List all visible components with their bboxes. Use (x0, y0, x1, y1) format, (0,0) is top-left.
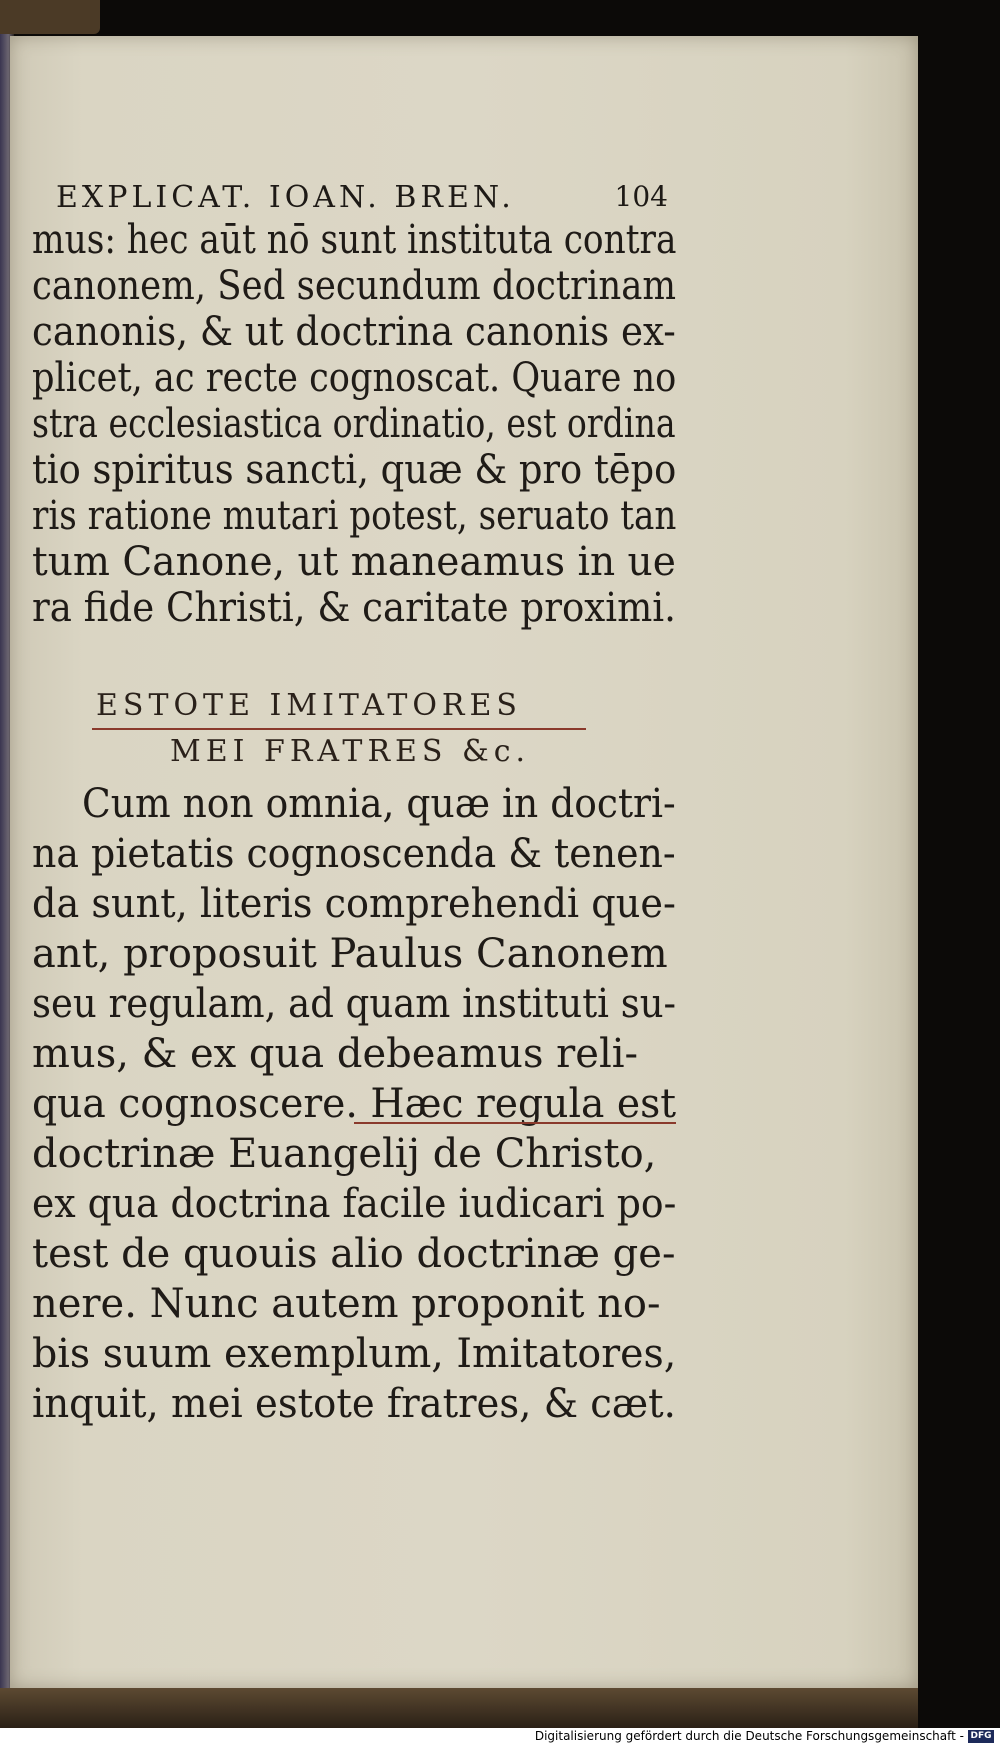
text-line: doctrinæ Euangelij de Christo, (32, 1131, 657, 1177)
text-line: inquit, mei estote fratres, & cæt. (32, 1381, 676, 1427)
text-line: ra fide Christi, & caritate proximi. (32, 585, 676, 631)
page-number: 104 (614, 180, 668, 213)
digitization-credit: Digitalisierung gefördert durch die Deutsche Forschungsgemeinschaft - (534, 1729, 964, 1743)
text-line: stra ecclesiastica ordinatio, est ordina (32, 401, 676, 447)
book-cover-edge (0, 0, 100, 34)
red-underline-annotation (354, 1122, 676, 1124)
text-line: nere. Nunc autem proponit no- (32, 1281, 661, 1327)
text-line: mus, & ex qua debeamus reli- (32, 1031, 639, 1077)
text-line: test de quouis alio doctrinæ ge- (32, 1231, 676, 1277)
text-line: bis suum exemplum, Imitatores, (32, 1331, 677, 1377)
text-line: plicet, ac recte cognoscat. Quare no (32, 355, 677, 401)
red-underline-annotation (92, 728, 586, 730)
text-line: qua cognoscere. Hæc regula est (32, 1081, 677, 1127)
text-line: tum Canone, ut maneamus in ue (32, 539, 676, 585)
text-line: tio spiritus sancti, quæ & pro tēpo (32, 447, 677, 493)
text-line: na pietatis cognoscenda & tenen- (32, 831, 676, 877)
text-line: mus: hec aūt nō sunt instituta contra (32, 217, 677, 263)
text-line: canonis, & ut doctrina canonis ex- (32, 309, 676, 355)
text-line: ex qua doctrina facile iudicari po- (32, 1181, 677, 1227)
section-heading-line-1: ESTOTE IMITATORES (96, 688, 522, 723)
text-line: canonem, Sed secundum doctrinam (32, 263, 677, 309)
running-head-title: EXPLICAT. IOAN. BREN. (56, 180, 515, 215)
section-heading-line-2: MEI FRATRES &c. (170, 734, 531, 769)
text-line: ris ratione mutari potest, seruato tan (32, 493, 677, 539)
text-line: Cum non omnia, quæ in doctri- (82, 781, 676, 827)
dfg-logo-icon: DFG (968, 1730, 994, 1743)
text-line: ant, proposuit Paulus Canonem (32, 931, 668, 977)
book-bottom-edge (0, 1688, 918, 1728)
text-line: seu regulam, ad quam instituti su- (32, 981, 677, 1027)
text-line: da sunt, literis comprehendi que- (32, 881, 676, 927)
